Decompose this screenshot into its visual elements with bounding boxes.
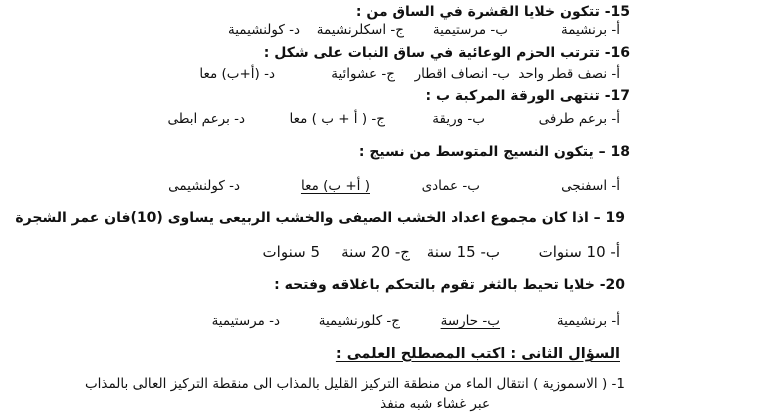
q17-option-c: ج- ( أ + ب ) معا <box>289 111 385 127</box>
q19-option-b: ب- 15 سنة <box>426 243 500 261</box>
q18-option-c: ( أ+ ب) معا <box>300 178 370 194</box>
question-15: 15- تتكون خلايا القشرة في الساق من : <box>355 4 630 20</box>
q19-option-d: 5 سنوات <box>262 243 320 261</box>
q17-option-b: ب- وريقة <box>432 111 485 127</box>
question-20: 20- خلايا تحيط بالثغر تقوم بالتحكم باغلاقه وفتحه : <box>274 277 625 293</box>
q19-option-a: أ- 10 سنوات <box>538 243 620 261</box>
q16-option-d: د- (أ+ب) معا <box>199 66 275 82</box>
q17-option-d: د- برعم ابطى <box>167 111 245 127</box>
q20-option-c: ج- كلورنشيمية <box>318 313 400 329</box>
q15-option-c: ج- اسكلرنشيمة <box>316 22 404 38</box>
question-19: 19 – اذا كان مجموع اعداد الخشب الصيفى والخشب الربيعى يساوى (10)فان عمر الشجرة <box>15 210 625 226</box>
question-17: 17- تنتهى الورقة المركبة ب : <box>425 88 630 104</box>
q19-option-c: ج- 20 سنة <box>341 243 410 261</box>
q20-option-a: أ- برنشيمية <box>556 313 620 329</box>
q18-option-a: أ- اسفنجى <box>561 178 620 194</box>
section-2-item-1-continuation: عبر غشاء شبه منفذ <box>380 396 490 412</box>
question-16: 16- تترتب الحزم الوعائية في ساق النبات على شكل : <box>263 45 630 61</box>
q18-option-b: ب- عمادى <box>421 178 480 194</box>
q15-option-d: د- كولنشيمية <box>228 22 300 38</box>
q16-option-a: أ- نصف قطر واحد <box>518 66 620 82</box>
q20-option-b: ب- حارسة <box>440 313 500 329</box>
q17-option-a: أ- برعم طرفى <box>538 111 620 127</box>
q20-option-d: د- مرستيمية <box>211 313 280 329</box>
q15-option-a: أ- برنشيمة <box>560 22 620 38</box>
q16-option-c: ج- عشوائية <box>331 66 395 82</box>
question-18: 18 – يتكون النسيج المتوسط من نسيج : <box>358 144 630 160</box>
q16-option-b: ب- انصاف اقطار <box>414 66 510 82</box>
q15-option-b: ب- مرستيمية <box>432 22 508 38</box>
section-2-item-1: 1- ( الاسموزية ) انتقال الماء من منطقة التركيز القليل بالمذاب الى منقطة التركيز العالى بالمذاب <box>84 376 625 392</box>
q18-option-d: د- كولنشيمى <box>168 178 240 194</box>
section-2-heading: السؤال الثانى : اكتب المصطلح العلمى : <box>335 346 620 362</box>
